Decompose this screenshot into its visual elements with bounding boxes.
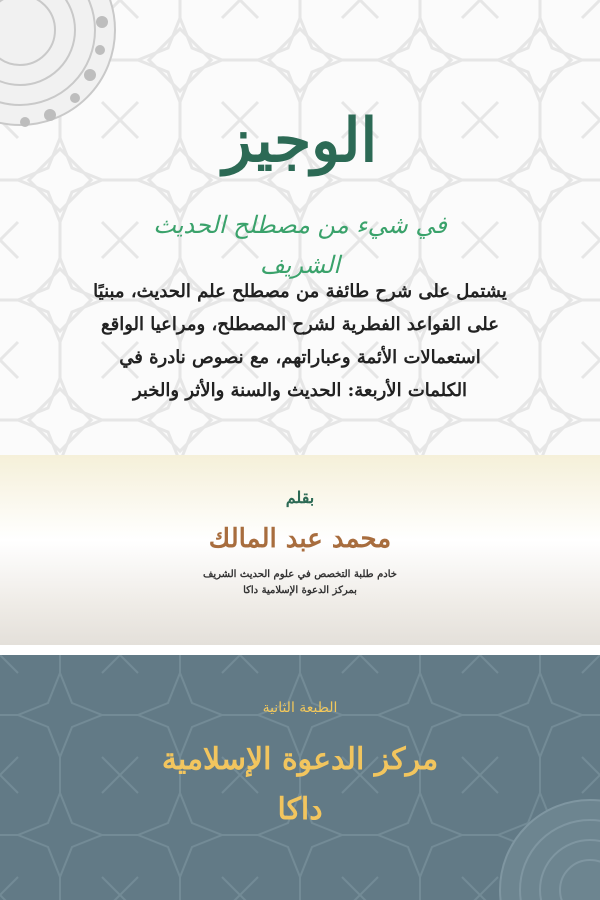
affiliation-line: خادم طلبة التخصص في علوم الحديث الشريف [203, 569, 397, 580]
description-line: على القواعد الفطرية لشرح المصطلح، ومراعيا الواقع [101, 314, 499, 335]
description-line: يشتمل على شرح طائفة من مصطلح علم الحديث، مبنيًا [93, 281, 507, 302]
by-label: بقلم [285, 488, 315, 507]
corner-ornament-icon [0, 0, 130, 150]
edition-label: الطبعة الثانية [262, 700, 338, 716]
publisher-name: مركز الدعوة الإسلامية داكا [161, 742, 439, 827]
book-title: الوجيز [222, 106, 378, 176]
affiliation-line: بمركز الدعوة الإسلامية داكا [243, 585, 357, 596]
book-description [58, 275, 542, 407]
description-line: استعمالات الأئمة وعباراتهم، مع نصوص نادرة في [119, 347, 481, 368]
author-name: محمد عبد المالك [208, 524, 392, 554]
bottom-corner-ornament-icon [480, 780, 600, 900]
description-line: الكلمات الأربعة: الحديث والسنة والأثر والخبر [132, 380, 468, 401]
book-subtitle: في شيء من مصطلح الحديث الشريف [153, 211, 447, 279]
divider [0, 645, 600, 655]
author-affiliation [190, 567, 410, 599]
